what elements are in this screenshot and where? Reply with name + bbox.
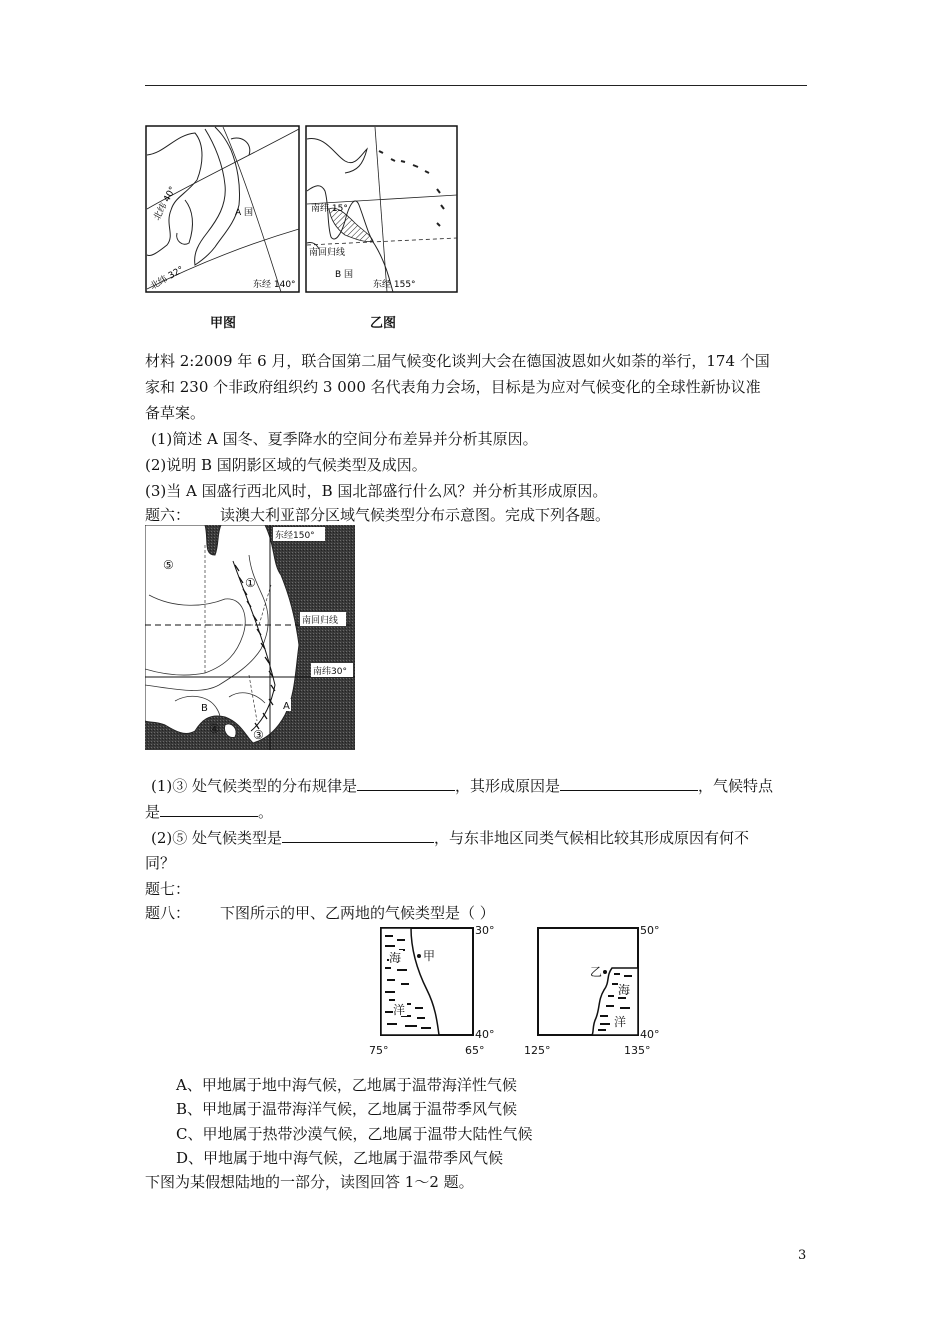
q6-p1-b: ，其形成原因是 [455, 777, 561, 795]
q8-jia-lon-left: 75° [369, 1044, 389, 1057]
q6-australia-map [145, 525, 355, 750]
q8-intro: 下图所示的甲、乙两地的气候类型是（ ） [220, 904, 495, 922]
q6-p1-c: ，气候特点 [698, 777, 774, 795]
map-jia-caption: 甲图 [210, 316, 237, 331]
q8-option-b[interactable]: B、甲地属于温带海洋气候，乙地属于温带季风气候 [176, 1100, 518, 1118]
map-jia-drawing [145, 125, 300, 293]
q5-question-2: (2)说明 B 国阴影区域的气候类型及成因。 [145, 456, 427, 474]
lat-north-32-label: 北纬 32° [148, 264, 186, 293]
q6-title: 题六： [145, 506, 191, 524]
tropic-label: 南回归线 [309, 248, 346, 258]
q6-point-a: A [283, 701, 290, 712]
country-b-label: B 国 [335, 270, 354, 280]
q8-jia-lat-bottom: 40° [475, 1028, 495, 1041]
material2-line1: 材料 2:2009 年 6 月，联合国第二届气候变化谈判大会在德国波恩如火如荼的举行，174 个国 [145, 352, 770, 370]
q8-yi-place: 乙 [590, 965, 603, 979]
q6-region-1: ① [245, 576, 256, 590]
q6-answer-blank-2[interactable] [560, 772, 698, 791]
q8-figure-jia-drawing [365, 920, 500, 1060]
q8-yi-lat-bottom: 40° [640, 1028, 660, 1041]
q6-answer-blank-4[interactable] [282, 824, 434, 843]
material2-line2: 家和 230 个非政府组织约 3 000 名代表角力会场，目标是为应对气候变化的全球性新协议准 [145, 378, 761, 396]
lat-north-40-label: 北纬 40° [152, 185, 179, 223]
q8-figure-jia [365, 920, 500, 1060]
q6-p1-e: 。 [258, 803, 274, 821]
q6-tropic-label: 南回归线 [302, 616, 339, 626]
map-jia [145, 125, 300, 293]
lon-140-label: 东经 140° [253, 280, 296, 290]
q6-answer-blank-3[interactable] [160, 798, 258, 817]
q6-p2-b: ，与东非地区同类气候相比较其形成原因有何不 [434, 829, 750, 847]
country-a-label: A 国 [235, 208, 254, 218]
q6-p1-d: 是 [145, 803, 161, 821]
q6-region-3: ③ [253, 728, 264, 742]
q8-title: 题八： [145, 904, 191, 922]
q7-title: 题七： [145, 880, 191, 898]
q5-question-1: (1)简述 A 国冬、夏季降水的空间分布差异并分析其原因。 [151, 430, 538, 448]
q6-p1-a: (1)③ 处气候类型的分布规律是 [151, 777, 358, 795]
q6-region-5: ⑤ [163, 558, 174, 572]
q6-lon-150-label: 东经150° [275, 531, 315, 541]
lat-south-15-label: 南纬 15° [311, 204, 348, 214]
page-number: 3 [798, 1248, 807, 1263]
q6-lat-30-label: 南纬30° [313, 667, 347, 677]
q8-yi-sea2: 洋 [614, 1015, 627, 1029]
q8-figure-yi-drawing [520, 920, 680, 1060]
q8-jia-sea2: 洋 [393, 1003, 406, 1017]
q6-intro: 读澳大利亚部分区域气候类型分布示意图。完成下列各题。 [220, 506, 611, 524]
q8-jia-lon-right: 65° [465, 1044, 485, 1057]
q8-jia-place: 甲 [423, 949, 436, 963]
q6-part2-line1 [151, 824, 749, 851]
map-yi-caption: 乙图 [370, 316, 397, 331]
q6-p2-a: (2)⑤ 处气候类型是 [151, 829, 283, 847]
q8-jia-sea1: 海 [389, 951, 402, 965]
q8-jia-lat-top: 30° [475, 924, 495, 937]
q8-option-d[interactable]: D、甲地属于地中海气候，乙地属于温带季风气候 [176, 1149, 504, 1167]
q6-part2-line2: 同？ [145, 854, 176, 872]
map-yi-drawing [305, 125, 458, 293]
material2-line3: 备草案。 [145, 404, 206, 422]
q6-part1-line1 [151, 772, 773, 799]
q6-point-b: B [201, 703, 208, 714]
q8-option-c[interactable]: C、甲地属于热带沙漠气候，乙地属于温带大陆性气候 [176, 1125, 533, 1143]
q5-question-3: (3)当 A 国盛行西北风时，B 国北部盛行什么风？并分析其形成原因。 [145, 482, 608, 500]
q8-option-a[interactable]: A、甲地属于地中海气候，乙地属于温带海洋性气候 [176, 1076, 517, 1094]
map-yi [305, 125, 458, 293]
q6-answer-blank-1[interactable] [357, 772, 455, 791]
q8-yi-lon-left: 125° [524, 1044, 551, 1057]
lon-155-label: 东经 155° [373, 280, 416, 290]
q8-yi-lat-top: 50° [640, 924, 660, 937]
closing-instruction: 下图为某假想陆地的一部分，读图回答 1～2 题。 [145, 1173, 474, 1191]
q6-part1-line2 [145, 798, 273, 825]
header-rule [145, 85, 807, 86]
q6-australia-drawing [145, 525, 355, 750]
q8-figure-yi [520, 920, 680, 1060]
q6-region-4: ④ [209, 722, 220, 736]
q8-yi-sea1: 海 [618, 983, 631, 997]
q8-yi-lon-right: 135° [624, 1044, 651, 1057]
